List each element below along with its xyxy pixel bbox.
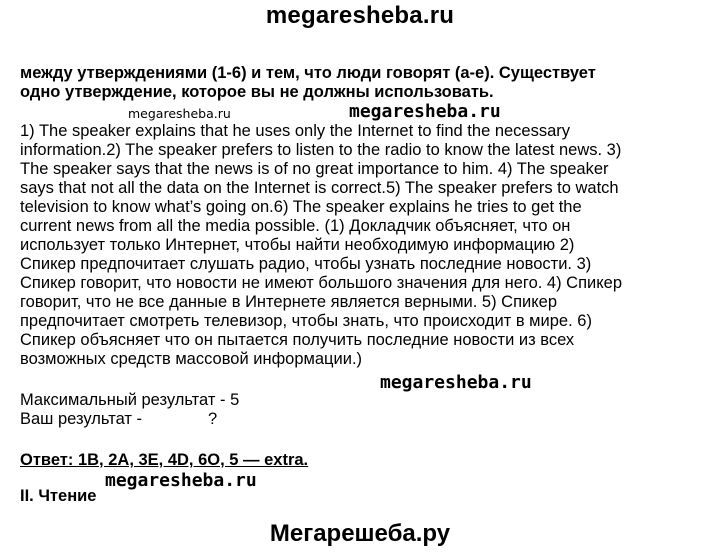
body-line: television to know what’s going on.6) The speaker explains he tries to get the — [20, 198, 582, 216]
watermark-bold-middle: megaresheba.ru — [380, 372, 532, 393]
max-score-label: Максимальный результат - 5 — [20, 391, 240, 409]
watermark-small: megaresheba.ru — [128, 106, 231, 121]
body-line: говорит, что не все данные в Интернете является верными. 5) Спикер — [20, 293, 558, 311]
body-line: Спикер говорит, что новости не имеют большого значения для него. 4) Спикер — [20, 274, 623, 292]
body-line: 1) The speaker explains that he uses only the Internet to find the necessary — [20, 122, 571, 140]
site-footer-title: Мегарешеба.ру — [269, 520, 451, 547]
watermark-bold-bottom: megaresheba.ru — [105, 470, 257, 491]
body-line: current news from all the media possible. (1) Докладчик объясняет, что он — [20, 217, 571, 235]
body-line: предпочитает смотреть телевизор, чтобы знать, что происходит в мире. 6) — [20, 312, 592, 330]
body-line: The speaker says that the news is of no great importance to him. 4) The speaker — [20, 160, 609, 178]
section-heading: II. Чтение — [20, 487, 97, 505]
body-line: information.2) The speaker prefers to listen to the radio to know the latest news. 3) — [20, 141, 622, 159]
site-header-title: megaresheba.ru — [265, 2, 455, 29]
body-line: использует только Интернет, чтобы найти необходимую информацию 2) — [20, 236, 575, 254]
exercise-body-text — [20, 122, 622, 369]
body-line: says that not all the data on the Internet is correct.5) The speaker prefers to watch — [20, 179, 619, 197]
your-score-label: Ваш результат - — [20, 410, 143, 428]
task-instructions — [20, 64, 596, 102]
body-line: Спикер предпочитает слушать радио, чтобы узнать последние новости. 3) — [20, 255, 592, 273]
answer-text: Ответ: 1B, 2A, 3E, 4D, 6O, 5 — extra. — [20, 451, 309, 469]
task-line-2: одно утверждение, которое вы не должны использовать. — [20, 83, 494, 101]
body-line: Спикер объясняет что он пытается получить последние новости из всех — [20, 331, 575, 349]
body-line: возможных средств массовой информации.) — [20, 350, 363, 368]
your-score-value: ? — [208, 410, 218, 428]
watermark-bold-top: megaresheba.ru — [349, 101, 501, 122]
task-line-1: между утверждениями (1-6) и тем, что люди говорят (а-е). Существует — [20, 64, 596, 82]
